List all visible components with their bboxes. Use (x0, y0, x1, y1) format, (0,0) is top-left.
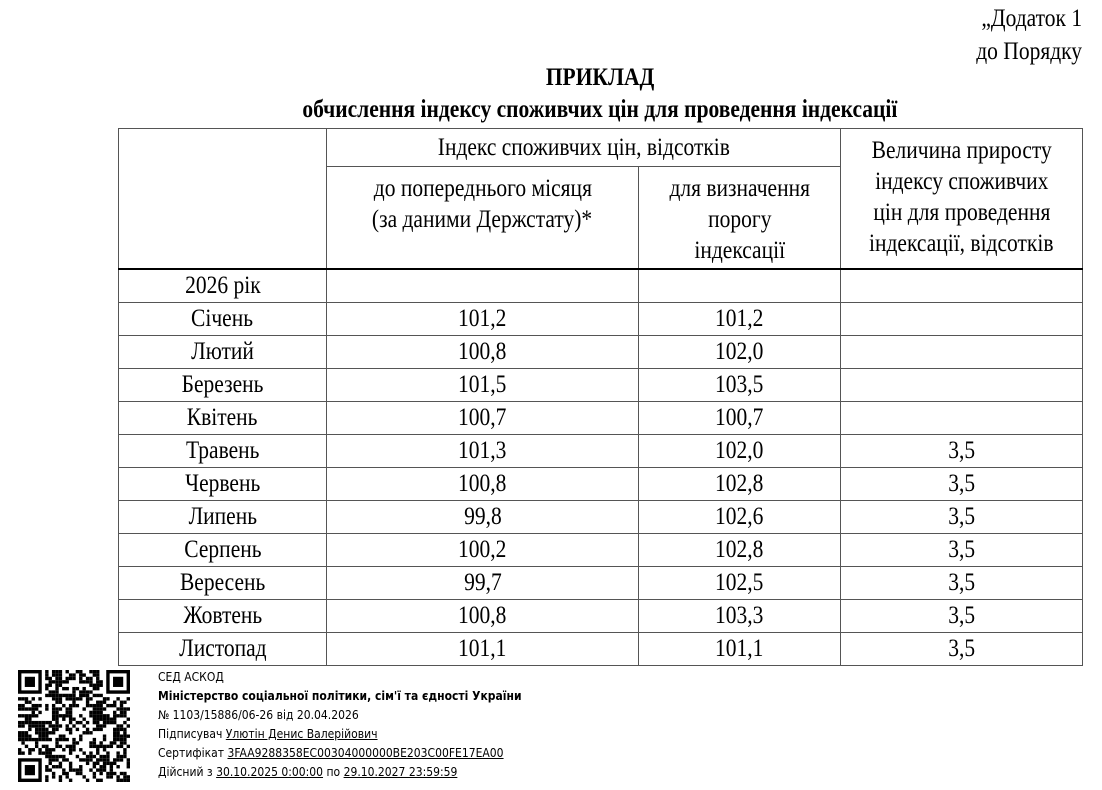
annex-label (959, 2, 1082, 68)
cell-increment (841, 335, 1083, 368)
cell-label: Січень (119, 302, 327, 335)
table-row (119, 467, 1083, 500)
table-row (119, 632, 1083, 665)
header-increment: Величина приросту індексу споживчих цін для проведення індексації, відсотків (841, 129, 1083, 269)
table-row (119, 335, 1083, 368)
doc-title: ПРИКЛАД (545, 64, 655, 91)
cpi-table (118, 128, 1083, 666)
table-row (119, 500, 1083, 533)
stamp-org: Міністерство соціальної політики, сім'ї та єдності України (158, 689, 522, 703)
annex-line1: „Додаток 1 (981, 5, 1082, 32)
cert-id: 3FAA9288358EC00304000000BE203C00FE17EA00 (227, 746, 504, 760)
table-row (119, 434, 1083, 467)
digital-signature-stamp (18, 668, 588, 786)
header-empty (119, 129, 327, 269)
cell-increment: 3,5 (841, 566, 1083, 599)
signer-label: Підписувач (158, 727, 223, 741)
header-group: Індекс споживчих цін, відсотків (327, 129, 841, 167)
cell-prev: 101,5 (327, 368, 639, 401)
cell-increment: 3,5 (841, 500, 1083, 533)
annex-line2: до Порядку (976, 38, 1082, 65)
cell-prev: 101,1 (327, 632, 639, 665)
cell-threshold (639, 269, 841, 303)
cell-prev: 99,7 (327, 566, 639, 599)
cert-label: Сертифікат (158, 746, 225, 760)
header-prev-month: до попереднього місяця (за даними Держстату)* (327, 167, 639, 269)
doc-subtitle: обчислення індексу споживчих цін для проведення індексації (302, 96, 898, 123)
cell-label: Квітень (119, 401, 327, 434)
cell-increment: 3,5 (841, 632, 1083, 665)
cell-threshold: 103,5 (639, 368, 841, 401)
cell-threshold: 102,8 (639, 533, 841, 566)
cell-increment (841, 401, 1083, 434)
cell-prev: 100,8 (327, 335, 639, 368)
cell-label: Лютий (119, 335, 327, 368)
cell-threshold: 102,8 (639, 467, 841, 500)
cell-prev (327, 269, 639, 303)
stamp-number: № 1103/15886/06-26 від 20.04.2026 (158, 708, 359, 722)
cell-prev: 100,7 (327, 401, 639, 434)
signer-name: Улютін Денис Валерійович (225, 727, 378, 741)
cell-label: Жовтень (119, 599, 327, 632)
cell-increment: 3,5 (841, 434, 1083, 467)
stamp-system: СЕД АСКОД (158, 670, 224, 684)
cell-threshold: 101,1 (639, 632, 841, 665)
header-threshold: для визначення порогу індексації (639, 167, 841, 269)
cell-threshold: 103,3 (639, 599, 841, 632)
valid-label: Дійсний з (158, 765, 213, 779)
qr-code-icon (18, 670, 130, 782)
cell-prev: 100,8 (327, 467, 639, 500)
valid-to: 29.10.2027 23:59:59 (343, 765, 458, 779)
valid-from: 30.10.2025 0:00:00 (216, 765, 324, 779)
table-row (119, 302, 1083, 335)
cell-label: 2026 рік (119, 269, 327, 303)
cell-prev: 99,8 (327, 500, 639, 533)
table-row (119, 269, 1083, 303)
cell-threshold: 102,5 (639, 566, 841, 599)
cell-increment: 3,5 (841, 599, 1083, 632)
table-row (119, 533, 1083, 566)
cell-prev: 101,2 (327, 302, 639, 335)
cell-increment (841, 368, 1083, 401)
table-row (119, 566, 1083, 599)
cell-increment (841, 269, 1083, 303)
cell-increment: 3,5 (841, 467, 1083, 500)
cell-threshold: 101,2 (639, 302, 841, 335)
cell-label: Вересень (119, 566, 327, 599)
valid-to-label: по (326, 765, 341, 779)
table-row (119, 368, 1083, 401)
cell-increment (841, 302, 1083, 335)
table-row (119, 401, 1083, 434)
cell-threshold: 102,0 (639, 335, 841, 368)
cell-prev: 100,2 (327, 533, 639, 566)
cell-label: Червень (119, 467, 327, 500)
cell-prev: 100,8 (327, 599, 639, 632)
cell-label: Листопад (119, 632, 327, 665)
cell-label: Травень (119, 434, 327, 467)
cell-label: Серпень (119, 533, 327, 566)
cell-threshold: 102,6 (639, 500, 841, 533)
cell-increment: 3,5 (841, 533, 1083, 566)
cell-label: Липень (119, 500, 327, 533)
cell-threshold: 100,7 (639, 401, 841, 434)
cell-threshold: 102,0 (639, 434, 841, 467)
table-row (119, 599, 1083, 632)
cell-label: Березень (119, 368, 327, 401)
cell-prev: 101,3 (327, 434, 639, 467)
